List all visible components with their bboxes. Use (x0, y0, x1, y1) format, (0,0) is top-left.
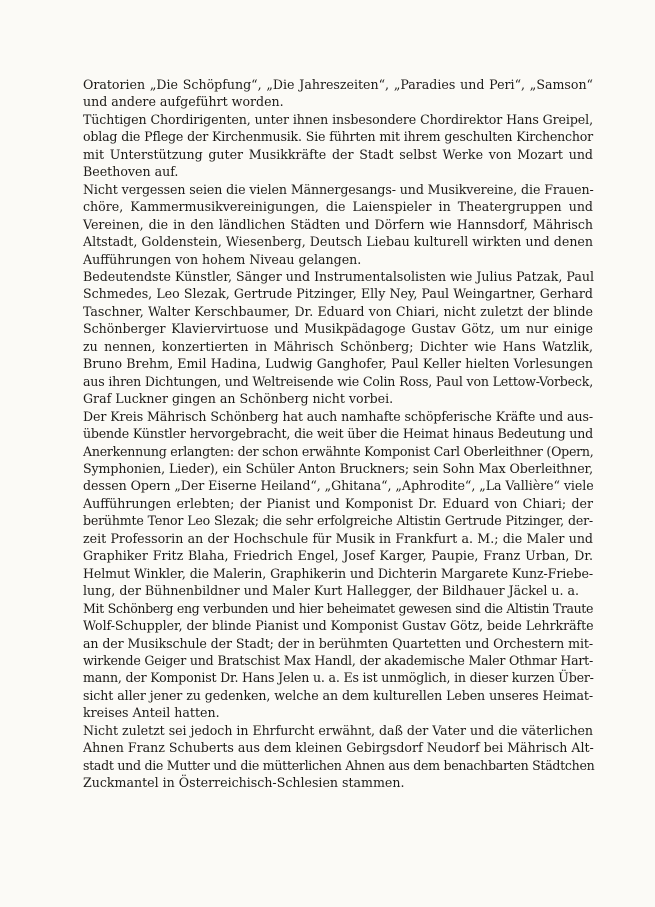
text-line: zu nennen, konzertierten in Mährisch Schönberg; Dichter wie Hans Watzlik, (83, 338, 593, 354)
paragraph (83, 408, 593, 600)
paragraph (83, 181, 593, 268)
text-line: Vereinen, die in den ländlichen Städten und Dörfern wie Hannsdorf, Mährisch (83, 216, 593, 232)
text-line: Mit Schönberg eng verbunden und hier beheimatet gewesen sind die Altistin Traute (83, 600, 593, 616)
body-text (83, 76, 593, 792)
text-line: Graf Luckner gingen an Schönberg nicht vorbei. (83, 391, 394, 407)
text-line: Zuckmantel in Österreichisch-Schlesien stammen. (83, 775, 405, 791)
text-line: Nicht vergessen seien die vielen Männergesangs- und Musikvereine, die Frauen- (83, 181, 594, 197)
paragraph (83, 600, 593, 722)
text-line: übende Künstler hervorgebracht, die weit über die Heimat hinaus Bedeutung und (83, 426, 593, 442)
text-line: Helmut Winkler, die Malerin, Graphikerin und Dichterin Margarete Kunz-Friebe- (83, 565, 593, 581)
text-line: Schönberger Klaviervirtuose und Musikpädagoge Gustav Götz, um nur einige (83, 321, 593, 337)
text-line: Tüchtigen Chordirigenten, unter ihnen insbesondere Chordirektor Hans Greipel, (83, 111, 593, 127)
text-line: Taschner, Walter Kerschbaumer, Dr. Eduard von Chiari, nicht zuletzt der blinde (83, 303, 593, 319)
text-line: an der Musikschule der Stadt; der in berühmten Quartetten und Orchestern mit- (83, 635, 593, 651)
text-line: lung, der Bühnenbildner und Maler Kurt Hallegger, der Bildhauer Jäckel u. a. (83, 583, 579, 599)
text-line: Aufführungen von hohem Niveau gelangen. (83, 251, 362, 267)
text-line: aus ihren Dichtungen, und Weltreisende wie Colin Ross, Paul von Lettow-Vorbeck, (83, 373, 593, 389)
text-line: Anerkennung erlangten: der schon erwähnte Komponist Carl Oberleithner (Opern, (83, 443, 594, 459)
text-line: kreises Anteil hatten. (83, 705, 220, 721)
text-line: sicht aller jener zu gedenken, welche an dem kulturellen Leben unseres Heimat- (83, 687, 593, 703)
paragraph (83, 111, 593, 181)
text-line: Bedeutendste Künstler, Sänger und Instrumentalsolisten wie Julius Patzak, Paul (83, 268, 594, 284)
text-line: Symphonien, Lieder), ein Schüler Anton Bruckners; sein Sohn Max Oberleithner, (83, 460, 593, 476)
text-line: Bruno Brehm, Emil Hadina, Ludwig Ganghofer, Paul Keller hielten Vorlesungen (83, 356, 593, 372)
text-line: Graphiker Fritz Blaha, Friedrich Engel, Josef Karger, Paupie, Franz Urban, Dr. (83, 548, 593, 564)
paragraph (83, 268, 593, 408)
text-line: Altstadt, Goldenstein, Wiesenberg, Deutsch Liebau kulturell wirkten und denen (83, 234, 593, 250)
paragraph (83, 76, 593, 111)
text-line: Beethoven auf. (83, 164, 179, 180)
text-line: Oratorien „Die Schöpfung“, „Die Jahreszeiten“, „Paradies und Peri“, „Samson“ (83, 77, 593, 92)
text-line: Nicht zuletzt sei jedoch in Ehrfurcht erwähnt, daß der Vater und die väterlichen (83, 722, 593, 738)
text-line: und andere aufgeführt worden. (83, 94, 284, 110)
text-line: Wolf-Schuppler, der blinde Pianist und Komponist Gustav Götz, beide Lehrkräfte (83, 618, 594, 634)
text-line: stadt und die Mutter und die mütterlichen Ahnen aus dem benachbarten Städtchen (83, 757, 595, 773)
text-line: mit Unterstützung guter Musikkräfte der Stadt selbst Werke von Mozart und (83, 146, 593, 162)
text-line: Ahnen Franz Schuberts aus dem kleinen Gebirgsdorf Neudorf bei Mährisch Alt- (83, 740, 594, 756)
text-line: zeit Professorin an der Hochschule für Musik in Frankfurt a. M.; die Maler und (83, 530, 593, 546)
text-line: berühmte Tenor Leo Slezak; die sehr erfolgreiche Altistin Gertrude Pitzinger, der- (83, 513, 593, 529)
paragraph (83, 722, 593, 792)
text-line: chöre, Kammermusikvereinigungen, die Laienspieler in Theatergruppen und (83, 199, 593, 215)
text-line: dessen Opern „Der Eiserne Heiland“, „Ghitana“, „Aphrodite“, „La Vallière“ viele (83, 478, 594, 494)
text-line: mann, der Komponist Dr. Hans Jelen u. a. Es ist unmöglich, in dieser kurzen Über- (83, 670, 594, 686)
text-line: Schmedes, Leo Slezak, Gertrude Pitzinger, Elly Ney, Paul Weingartner, Gerhard (83, 286, 593, 302)
text-line: wirkende Geiger und Bratschist Max Handl, der akademische Maler Othmar Hart- (83, 652, 593, 668)
text-line: Der Kreis Mährisch Schönberg hat auch namhafte schöpferische Kräfte und aus- (83, 408, 593, 424)
text-line: oblag die Pflege der Kirchenmusik. Sie führten mit ihrem geschulten Kirchenchor (83, 129, 593, 145)
text-line: Aufführungen erlebten; der Pianist und Komponist Dr. Eduard von Chiari; der (83, 495, 593, 511)
